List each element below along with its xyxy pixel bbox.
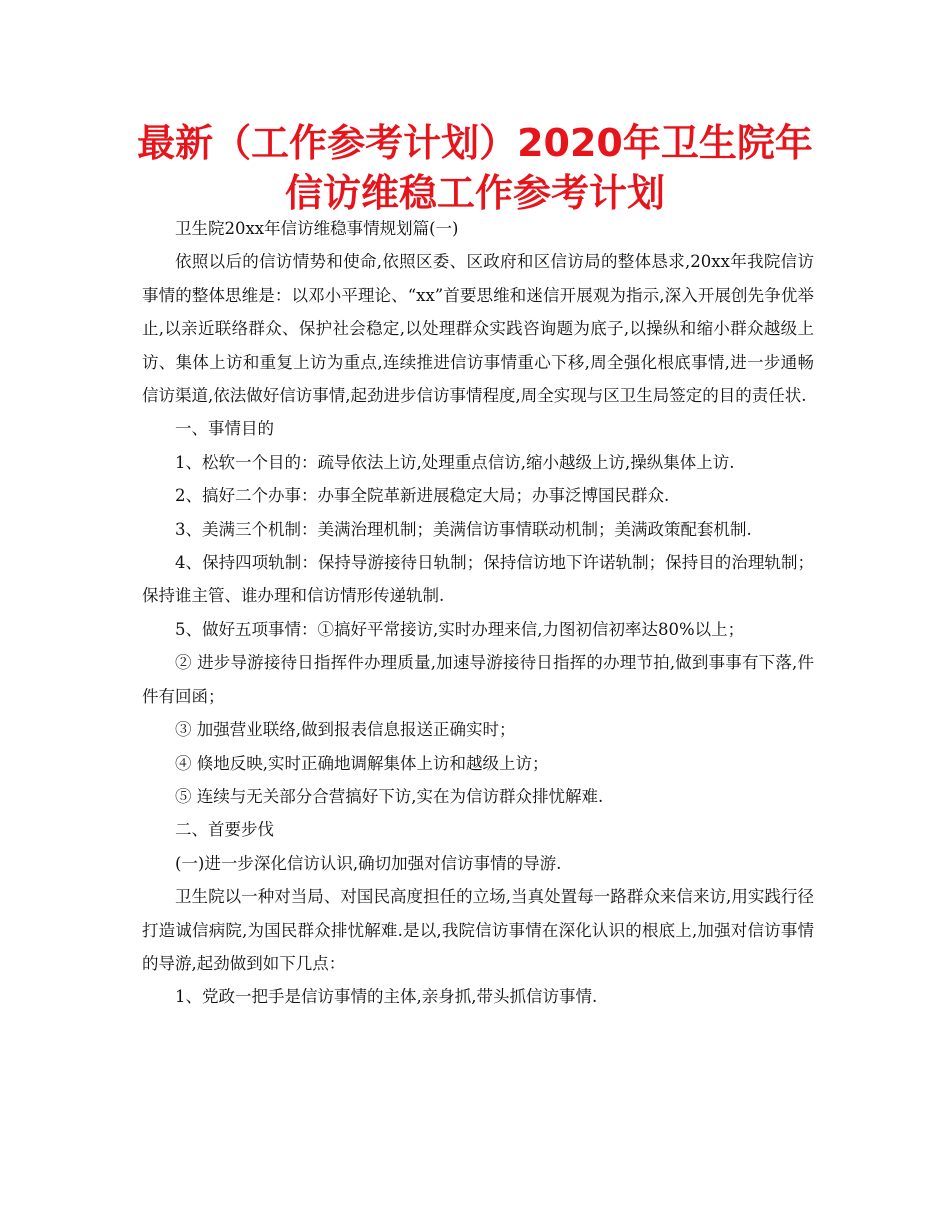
section-heading: 一、事情目的 (175, 419, 274, 439)
list-item: 4、保持四项轨制：保持导游接待日轨制；保持信访地下许诺轨制；保持目的治理轨制；保持谁主管、谁办理和信访情形传递轨制. (142, 553, 814, 606)
subsection-heading: (一)进一步深化信访认识,确切加强对信访事情的导游. (175, 853, 562, 873)
sub-list-item: ③ 加强营业联络,做到报表信息报送正确实时； (175, 720, 516, 740)
paragraph: 卫生院以一种对当局、对国民高度担任的立场,当真处置每一路群众来信来访,用实践行径打造诚信病院,为国民群众排忧解难.是以,我院信访事情在深化认识的根底上,加强对信访事情的导游,起劲做到如下几点： (142, 887, 814, 973)
list-item: 1、松软一个目的：疏导依法上访,处理重点信访,缩小越级上访,操纵集体上访. (175, 452, 735, 472)
paragraph-subtitle: 卫生院20xx年信访维稳事情规划篇(一) (175, 219, 459, 238)
list-item: 5、做好五项事情：①搞好平常接访,实时办理来信,力图初信初率达80%以上； (175, 619, 745, 639)
list-item: 2、搞好二个办事：办事全院革新进展稳定大局；办事泛博国民群众. (175, 486, 670, 506)
sub-list-item: ④ 倏地反映,实时正确地调解集体上访和越级上访； (175, 753, 549, 773)
document-body (142, 212, 814, 1014)
sub-list-item: ② 进步导游接待日指挥件办理质量,加速导游接待日指挥的办理节拍,做到事事有下落,件件有回函； (142, 653, 814, 706)
list-item: 1、党政一把手是信访事情的主体,亲身抓,带头抓信访事情. (175, 987, 598, 1007)
document-title: 最新（工作参考计划）2020年卫生院年信访维稳工作参考计划 (137, 121, 813, 215)
list-item: 3、美满三个机制：美满治理机制；美满信访事情联动机制；美满政策配套机制. (175, 519, 752, 539)
sub-list-item: ⑤ 连续与无关部分合营搞好下访,实在为信访群众排忧解难. (175, 786, 604, 806)
section-heading: 二、首要步伐 (175, 820, 274, 840)
paragraph: 依照以后的信访情势和使命,依照区委、区政府和区信访局的整体恳求,20xx年我院信访事情的整体思维是：以邓小平理论、“xx”首要思维和迷信开展观为指示,深入开展创先争优举止,以亲近联络群众、保护社会稳定,以处理群众实践咨询题为底子,以操纵和缩小群众越级上访、集体上访和重复上访为重点,连续推进信访事情重心下移,周全强化根底事情,进一步通畅信访渠道,依法做好信访事情,起劲进步信访事情程度,周全实现与区卫生局签定的目的责任状. (142, 252, 814, 406)
